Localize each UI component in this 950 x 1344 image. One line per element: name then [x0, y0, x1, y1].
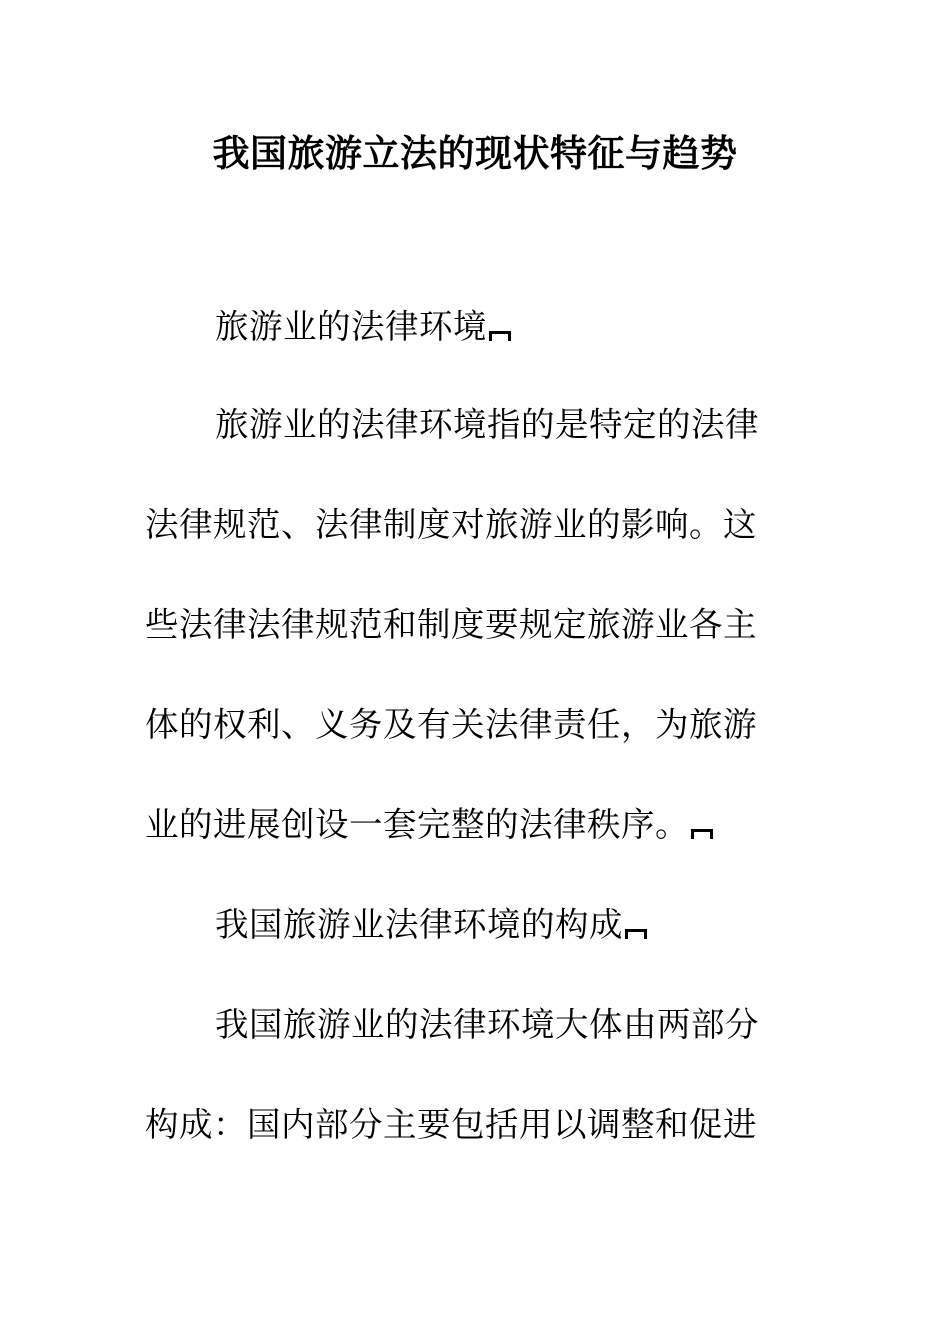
section-heading: [215, 305, 517, 349]
paragraph-line: 体的权利、义务及有关法律责任，为旅游: [145, 705, 757, 744]
section-heading-text: 旅游业的法律环境: [215, 307, 487, 346]
document-title: 我国旅游立法的现状特征与趋势: [212, 132, 738, 175]
paragraph-mark-icon: [623, 903, 653, 947]
paragraph-line: 法律规范、法律制度对旅游业的影响。这: [145, 505, 757, 544]
section-heading-text: 我国旅游业法律环境的构成: [215, 905, 623, 944]
paragraph-line: 些法律法律规范和制度要规定旅游业各主: [145, 605, 757, 644]
paragraph-line-text: 业的进展创设一套完整的法律秩序。: [145, 805, 689, 844]
paragraph-line: 旅游业的法律环境指的是特定的法律: [215, 405, 759, 444]
paragraph-mark-icon: [487, 305, 517, 349]
paragraph-line: [145, 803, 719, 847]
paragraph-line: 我国旅游业的法律环境大体由两部分: [215, 1005, 759, 1044]
paragraph-mark-icon: [689, 803, 719, 847]
section-heading: [215, 903, 653, 947]
paragraph-line: 构成：国内部分主要包括用以调整和促进: [145, 1105, 757, 1144]
